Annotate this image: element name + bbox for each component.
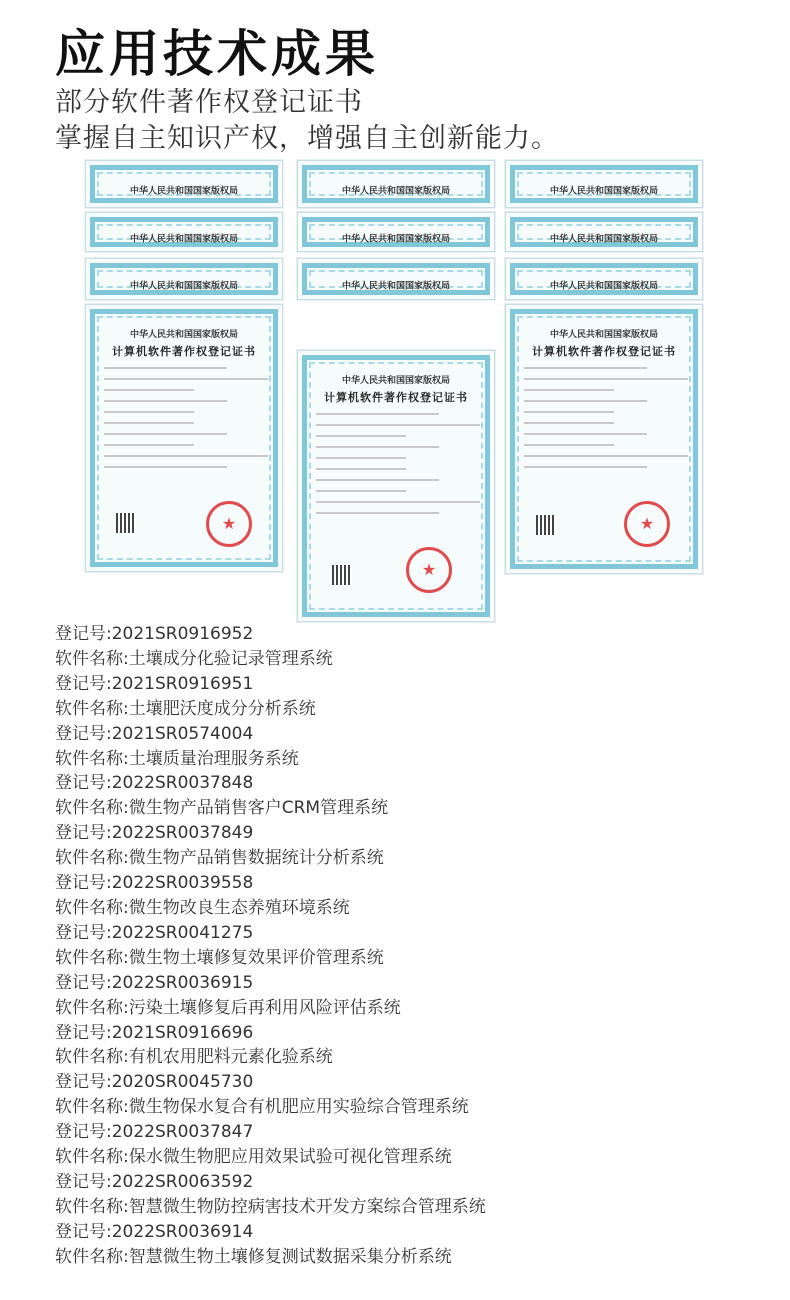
registration-number-label: 登记号: <box>55 723 112 744</box>
software-name <box>55 846 755 871</box>
registration-number-label: 登记号: <box>55 624 112 644</box>
software-name-value: 微生物产品销售数据统计分析系统 <box>128 848 384 869</box>
software-name-value: 微生物产品销售客户CRM管理系统 <box>128 798 389 819</box>
registration-number-label: 登记号: <box>55 922 112 943</box>
registration-list <box>55 622 755 1270</box>
certificate-office: 中华人民共和国国家版权局 <box>549 186 658 197</box>
software-name-label: 软件名称: <box>55 897 129 918</box>
certificate-image <box>505 304 703 574</box>
software-name-label: 软件名称: <box>55 1246 129 1267</box>
registration-number-value: 2022SR0036915 <box>111 972 254 993</box>
official-seal-icon: ★ <box>624 501 670 547</box>
certificate-image <box>85 258 283 300</box>
software-name <box>55 1095 755 1120</box>
registration-number-value: 2022SR0037847 <box>111 1122 254 1143</box>
registration-number <box>55 1021 755 1046</box>
software-name-label: 软件名称: <box>55 648 129 669</box>
software-name <box>55 1195 755 1220</box>
official-seal-icon: ★ <box>206 501 252 547</box>
certificate-office: 中华人民共和国国家版权局 <box>341 186 450 197</box>
registration-number-value: 2022SR0039558 <box>111 873 254 894</box>
software-name-label: 软件名称: <box>55 698 129 719</box>
certificate-office: 中华人民共和国国家版权局 <box>341 281 450 292</box>
software-name <box>55 1145 755 1170</box>
software-name-label: 软件名称: <box>55 748 129 769</box>
registration-number <box>55 672 755 697</box>
registration-number-value: 2022SR0063592 <box>111 1171 254 1192</box>
software-name <box>55 747 755 772</box>
software-name <box>55 647 755 672</box>
software-name-value: 土壤质量治理服务系统 <box>128 748 299 769</box>
registration-number-label: 登记号: <box>55 823 112 844</box>
registration-number-label: 登记号: <box>55 873 112 894</box>
software-name-label: 软件名称: <box>55 947 129 968</box>
software-name-value: 微生物土壤修复效果评价管理系统 <box>128 947 384 968</box>
registration-number-value: 2022SR0041275 <box>111 922 254 943</box>
software-name-label: 软件名称: <box>55 997 129 1018</box>
software-name-label: 软件名称: <box>55 848 129 869</box>
certificate-collage <box>85 160 703 622</box>
registration-number <box>55 771 755 796</box>
certificate-office: 中华人民共和国国家版权局 <box>129 281 238 292</box>
software-name-value: 污染土壤修复后再利用风险评估系统 <box>128 997 401 1018</box>
software-name-value: 微生物保水复合有机肥应用实验综合管理系统 <box>128 1097 469 1118</box>
registration-number-value: 2022SR0036914 <box>111 1221 254 1242</box>
registration-number <box>55 1120 755 1145</box>
software-name <box>55 996 755 1021</box>
registration-number <box>55 1070 755 1095</box>
registration-number <box>55 1220 755 1245</box>
software-name-value: 智慧微生物土壤修复测试数据采集分析系统 <box>128 1246 452 1267</box>
registration-number-label: 登记号: <box>55 673 112 694</box>
software-name <box>55 1045 755 1070</box>
certificate-office: 中华人民共和国国家版权局 <box>129 186 238 197</box>
software-name-value: 土壤肥沃度成分分析系统 <box>128 698 316 719</box>
registration-number <box>55 971 755 996</box>
registration-number <box>55 821 755 846</box>
qr-code-icon <box>116 513 136 533</box>
software-name <box>55 697 755 722</box>
certificate-office: 中华人民共和国国家版权局 <box>341 234 450 245</box>
certificate-office: 中华人民共和国国家版权局 <box>129 330 238 340</box>
software-name <box>55 1245 755 1270</box>
registration-number-label: 登记号: <box>55 773 112 794</box>
software-name-label: 软件名称: <box>55 1147 129 1168</box>
certificate-image <box>505 258 703 300</box>
registration-number-value: 2021SR0916952 <box>111 624 254 644</box>
certificate-title: 计算机软件著作权登记证书 <box>324 391 468 404</box>
certificate-office: 中华人民共和国国家版权局 <box>549 281 658 292</box>
registration-number-label: 登记号: <box>55 1072 112 1093</box>
certificate-office: 中华人民共和国国家版权局 <box>129 234 238 245</box>
certificate-image <box>505 212 703 252</box>
registration-number-value: 2022SR0037848 <box>111 773 254 794</box>
registration-number-label: 登记号: <box>55 972 112 993</box>
certificate-image <box>85 160 283 208</box>
certificate-office: 中华人民共和国国家版权局 <box>341 376 450 386</box>
software-name-value: 土壤成分化验记录管理系统 <box>128 648 333 669</box>
certificate-image <box>505 160 703 208</box>
certificate-image <box>85 304 283 572</box>
registration-number <box>55 871 755 896</box>
software-name-value: 有机农用肥料元素化验系统 <box>128 1047 333 1068</box>
registration-number <box>55 622 755 647</box>
registration-number-value: 2021SR0574004 <box>111 723 254 744</box>
subtitle-line-1: 部分软件著作权登记证书 <box>55 87 363 118</box>
software-name <box>55 946 755 971</box>
registration-number <box>55 1170 755 1195</box>
certificate-office: 中华人民共和国国家版权局 <box>549 330 658 340</box>
registration-number-label: 登记号: <box>55 1221 112 1242</box>
software-name-label: 软件名称: <box>55 798 129 819</box>
registration-number-value: 2022SR0037849 <box>111 823 254 844</box>
certificate-image <box>297 212 495 252</box>
certificate-title: 计算机软件著作权登记证书 <box>112 345 256 358</box>
certificate-image <box>85 212 283 252</box>
software-name-label: 软件名称: <box>55 1047 129 1068</box>
registration-number-label: 登记号: <box>55 1171 112 1192</box>
software-name-label: 软件名称: <box>55 1196 129 1217</box>
certificate-image <box>297 258 495 300</box>
certificate-image <box>297 160 495 208</box>
software-name <box>55 796 755 821</box>
software-name-value: 微生物改良生态养殖环境系统 <box>128 897 350 918</box>
registration-number <box>55 921 755 946</box>
registration-number-value: 2021SR0916696 <box>111 1022 254 1043</box>
qr-code-icon <box>332 565 352 585</box>
registration-number <box>55 722 755 747</box>
certificate-office: 中华人民共和国国家版权局 <box>549 234 658 245</box>
subtitle-line-2: 掌握自主知识产权，增强自主创新能力。 <box>55 123 559 154</box>
registration-number-label: 登记号: <box>55 1022 112 1043</box>
registration-number-value: 2021SR0916951 <box>111 673 254 694</box>
software-name-label: 软件名称: <box>55 1097 129 1118</box>
certificate-image <box>297 350 495 622</box>
page-title: 应用技术成果 <box>55 25 379 83</box>
software-name <box>55 896 755 921</box>
certificate-title: 计算机软件著作权登记证书 <box>532 345 676 358</box>
software-name-value: 保水微生物肥应用效果试验可视化管理系统 <box>128 1147 452 1168</box>
software-name-value: 智慧微生物防控病害技术开发方案综合管理系统 <box>128 1196 486 1217</box>
registration-number-value: 2020SR0045730 <box>111 1072 254 1093</box>
official-seal-icon: ★ <box>406 547 452 593</box>
qr-code-icon <box>536 515 556 535</box>
registration-number-label: 登记号: <box>55 1122 112 1143</box>
